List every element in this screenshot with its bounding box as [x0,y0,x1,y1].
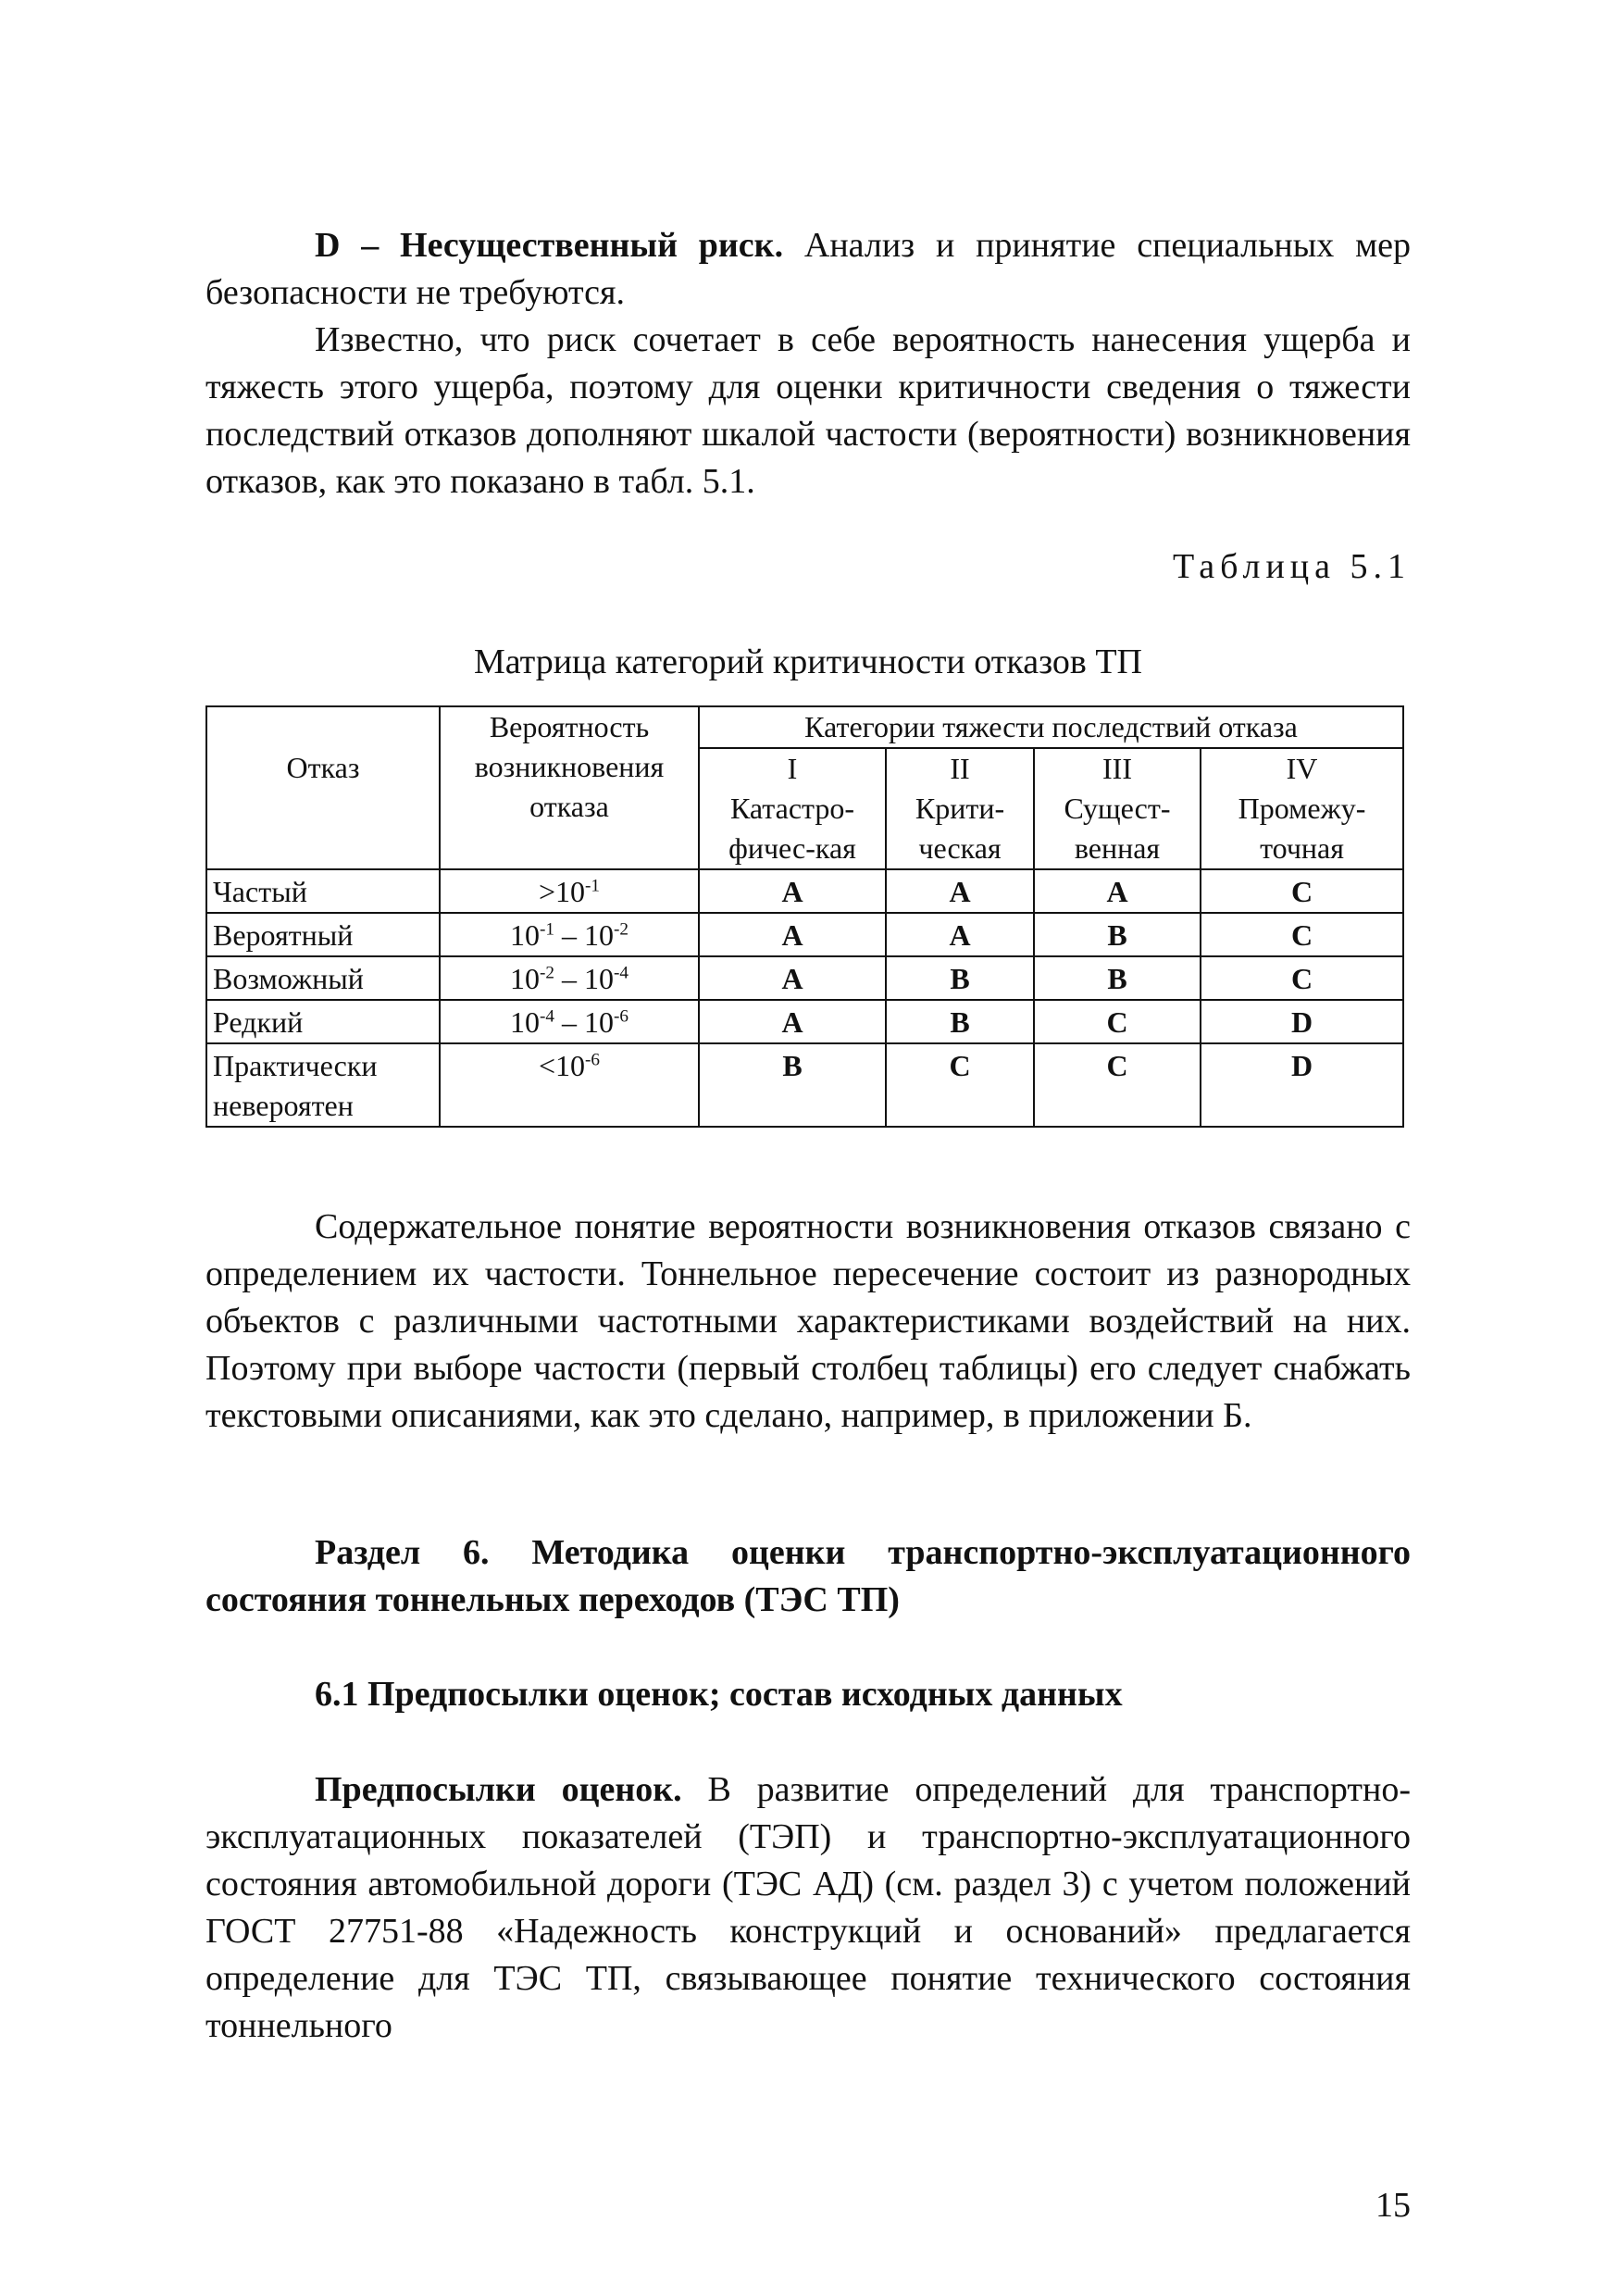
criticality-cell: A [699,1000,886,1043]
criticality-cell: B [699,1043,886,1127]
criticality-cell: A [699,869,886,913]
table-row [206,956,1403,1000]
row-frequency: Частый [206,869,440,913]
paragraph-lead: D – Несущественный риск. [315,226,784,265]
header-category-3 [1034,748,1201,869]
criticality-cell: C [1201,913,1403,956]
row-probability: $>10^{-1}$ [440,869,699,913]
header-category-2 [886,748,1034,869]
row-frequency: Практически невероятен [206,1043,440,1127]
criticality-cell: D [1201,1000,1403,1043]
table-caption: Матрица категорий критичности отказов ТП [473,643,1143,681]
table-header-row [206,706,1403,748]
category-num: II [950,752,970,785]
criticality-cell: A [699,913,886,956]
criticality-cell: B [1034,956,1201,1000]
criticality-cell: A [1034,869,1201,913]
criticality-cell: A [699,956,886,1000]
criticality-cell: B [886,1000,1034,1043]
category-name: Промежу-точная [1238,792,1366,865]
section-heading: Раздел 6. Методика оценки транспортно-эксплуатационного состояния тоннельных переходов (ТЭС ТП) [205,1533,1411,1619]
paragraph-lead: Предпосылки оценок. [315,1770,682,1809]
table-label: Таблица 5.1 [1172,547,1411,586]
paragraph-probability: Содержательное понятие вероятности возникновения отказов связано с определением их частости. Тоннельное пересечение состоит из разнородных объектов с различными частотными характеристиками воздействий на них. Поэтому при выборе частости (первый столбец таблицы) его следует снабжать текстовыми описаниями, как это сделано, например, в приложении Б. [205,1207,1411,1435]
row-probability: $10^{-2} - 10^{-4}$ [440,956,699,1000]
header-fail: Отказ [206,706,440,869]
criticality-cell: C [886,1043,1034,1127]
paragraph-text: В развитие определений для транспортно-эксплуатационных показателей (ТЭП) и транспортно-эксплуатационного состояния автомобильной дороги (ТЭС АД) (см. раздел 3) с учетом положений ГОСТ 27751-88 «Надежность конструкций и оснований» предлагается определение для ТЭС ТП, связывающее понятие технического состояния тоннельного [205,1770,1411,2045]
category-name: Крити-ческая [915,792,1005,865]
page-number: 15 [1375,2186,1411,2225]
table-row [206,1043,1403,1127]
subsection-heading: 6.1 Предпосылки оценок; состав исходных данных [315,1675,1123,1714]
paragraph-premises [205,1766,1411,2050]
row-probability: $10^{-4} - 10^{-6}$ [440,1000,699,1043]
table-row [206,913,1403,956]
row-probability: $<10^{-6}$ [440,1043,699,1127]
table-row [206,1000,1403,1043]
table-row [206,869,1403,913]
criticality-cell: C [1201,869,1403,913]
header-category-4 [1201,748,1403,869]
row-probability: $10^{-1} - 10^{-2}$ [440,913,699,956]
paragraph-risk-intro: Известно, что риск сочетает в себе вероятность нанесения ущерба и тяжесть этого ущерба, поэтому для оценки критичности сведения о тяжести последствий отказов дополняют шкалой частости (вероятности) возникновения отказов, как это показано в табл. 5.1. [205,320,1411,501]
criticality-cell: D [1201,1043,1403,1127]
header-category-1 [699,748,886,869]
row-frequency: Редкий [206,1000,440,1043]
category-num: I [787,752,798,785]
criticality-cell: C [1034,1043,1201,1127]
category-num: IV [1286,752,1318,785]
paragraph-text: Анализ и принятие специальных мер безопасности не требуются. [205,226,1412,312]
criticality-cell: C [1034,1000,1201,1043]
row-frequency: Возможный [206,956,440,1000]
criticality-cell: C [1201,956,1403,1000]
header-categories: Категории тяжести последствий отказа [699,706,1403,748]
category-name: Сущест-венная [1064,792,1171,865]
header-probability: Вероятность возникновения отказа [440,706,699,869]
row-frequency: Вероятный [206,913,440,956]
paragraph-d-risk [205,222,1411,317]
criticality-cell: B [886,956,1034,1000]
criticality-cell: A [886,869,1034,913]
criticality-cell: A [886,913,1034,956]
category-num: III [1102,752,1132,785]
category-name: Катастро-фичес-кая [728,792,856,865]
criticality-cell: B [1034,913,1201,956]
criticality-matrix-table [205,705,1404,1128]
